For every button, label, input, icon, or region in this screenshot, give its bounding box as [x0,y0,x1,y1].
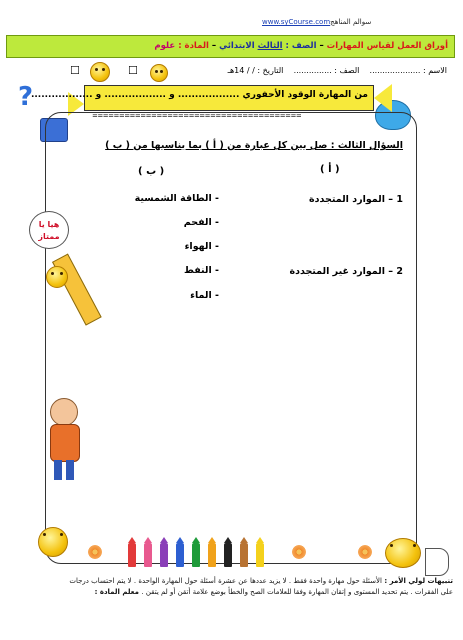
item-text: – الموارد غير المتجددة [289,266,394,277]
column-b-option-5[interactable]: - الماء [190,290,219,301]
column-a-item-2[interactable] [289,266,403,277]
column-a-item-1[interactable] [309,194,403,205]
boy-character-head-icon [50,398,78,426]
site-url[interactable]: www.syCourse.com [262,18,331,26]
site-suffix: سوالم المناهج [330,18,372,26]
banner-topic: الوقود الأحفوري [242,90,316,100]
header-part1: أوراق العمل لقياس المهارات [326,41,448,51]
column-b-option-3[interactable]: - الهواء [184,241,219,252]
item-number: 1 [396,194,403,205]
grade-value: الثالث [257,41,283,51]
banner-tail-right [374,84,392,112]
bubble-line-1: هيا يا [38,220,60,229]
header-dash1: – [316,41,327,51]
banner-and-1: و [169,90,175,100]
boy-leg-icon [54,460,62,480]
column-b-option-2[interactable]: - الفحم [183,217,219,228]
item-number: 2 [396,266,403,277]
subject-value: علوم [154,41,176,51]
flower-icon [88,545,102,559]
footer-line-1 [8,576,453,587]
checkbox-icon[interactable]: ☐ [128,64,138,77]
class-field[interactable]: الصف : ............... [293,66,360,75]
column-b-header: ( ب ) [138,166,165,177]
header-dash2: – [208,41,220,51]
stage-value: الابتدائي [219,41,255,51]
bubble-line-2: ممتاز [38,232,60,241]
flower-icon [292,545,306,559]
flower-icon [358,545,372,559]
site-line [262,18,371,26]
crayon-icon [144,543,152,567]
banner-prefix: من المهارة [318,90,368,100]
banner-and-2: و [95,90,102,100]
crayon-icon [128,543,136,567]
thinking-face-icon [38,527,68,557]
crayon-icon [160,543,168,567]
date-field[interactable]: التاريخ : / / 14هـ [227,66,284,75]
footer-note [8,576,453,598]
question-mark-icon: ? [18,82,34,112]
thinking-face-icon [90,62,110,82]
laughing-face-icon [385,538,421,568]
checkbox-icon[interactable]: ☐ [70,64,80,77]
item-text: – الموارد المتجددة [309,194,394,205]
crayon-icon [256,543,264,567]
column-b-option-4[interactable]: - النفط [184,265,219,276]
crayon-icon [240,543,248,567]
header-bar [6,35,455,58]
boy-character-body-icon [50,424,80,462]
footer-text-2: على الفقرات . يتم تحديد المستوى و إتقان المهارة وفقا للعلامات الصح والخطأ بوضع علامة أتقن أو لم يتقن . [141,588,453,596]
crayon-icon [176,543,184,567]
banner-dots-3: .................. [30,90,93,100]
question-title: السؤال الثالث : صل بين كل عبارة من ( أ ) بما يناسبها من ( ب ) [105,140,403,151]
banner-dots-1: .................. [177,90,240,100]
page-curl-icon [425,548,449,576]
footer-label: تنبيهات لولي الأمر : [381,577,453,585]
crayon-icon [192,543,200,567]
subject-label: المادة : [178,41,209,51]
smiley-face-icon [150,64,168,82]
speech-bubble [29,211,69,249]
banner-dots-2: .................. [104,90,166,100]
boy-leg-icon [66,460,74,480]
column-b-option-1[interactable]: - الطاقة الشمسية [134,193,219,204]
footer-teacher: معلم المادة : [94,588,142,596]
crayon-icon [208,543,216,567]
pencil-face-icon [46,266,68,288]
column-a-header: ( أ ) [320,164,340,175]
name-field[interactable]: الاسم : .................... [369,66,447,75]
separator-line: ======================================= [92,112,302,120]
footer-text-1: الأسئلة حول مهارة واحدة فقط . لا يزيد عددها عن عشرة أسئلة حول المهارة الواحدة . لا يتم احتساب درجات [69,577,382,585]
info-line [228,66,447,75]
grade-label: الصف : [285,41,317,51]
crayon-icon [224,543,232,567]
worksheet-frame [45,112,417,564]
footer-line-2 [8,587,453,598]
banner-text [30,90,368,100]
